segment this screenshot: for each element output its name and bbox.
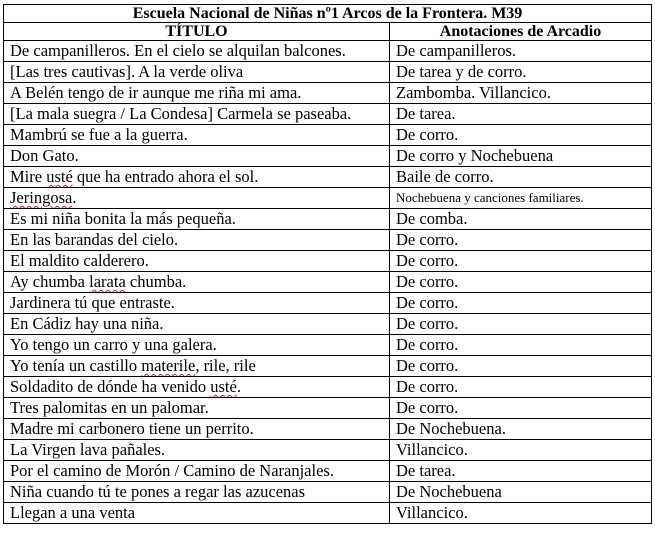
cell-nota: De corro.	[390, 356, 652, 377]
table-row	[4, 209, 652, 230]
table-header-row	[4, 23, 652, 41]
cell-nota: De corro.	[390, 335, 652, 356]
table-row	[4, 314, 652, 335]
cell-titulo: Mire usté que ha entrado ahora el sol.	[4, 167, 390, 188]
cell-nota: De corro.	[390, 377, 652, 398]
cell-titulo: La Virgen lava pañales.	[4, 440, 390, 461]
table-row	[4, 440, 652, 461]
cell-titulo: [La mala suegra / La Condesa] Carmela se paseaba.	[4, 104, 390, 125]
songs-table	[3, 4, 652, 524]
table-row	[4, 167, 652, 188]
cell-nota: De corro.	[390, 272, 652, 293]
table-row	[4, 188, 652, 209]
cell-titulo: Es mi niña bonita la más pequeña.	[4, 209, 390, 230]
table-row	[4, 230, 652, 251]
cell-titulo: Niña cuando tú te pones a regar las azucenas	[4, 482, 390, 503]
table-row	[4, 272, 652, 293]
cell-nota: De corro.	[390, 398, 652, 419]
cell-titulo: Por el camino de Morón / Camino de Naranjales.	[4, 461, 390, 482]
cell-titulo: Mambrú se fue a la guerra.	[4, 125, 390, 146]
cell-titulo: Yo tengo un carro y una galera.	[4, 335, 390, 356]
cell-nota: De tarea.	[390, 104, 652, 125]
table-row	[4, 146, 652, 167]
table-row	[4, 398, 652, 419]
table-row	[4, 503, 652, 524]
cell-titulo: Tres palomitas en un palomar.	[4, 398, 390, 419]
cell-titulo: Yo tenía un castillo materile, rile, rile	[4, 356, 390, 377]
table-row	[4, 251, 652, 272]
cell-titulo: En Cádiz hay una niña.	[4, 314, 390, 335]
spellcheck-marked-word: larata	[89, 272, 126, 291]
table-row	[4, 41, 652, 62]
spellcheck-marked-word: Jeringosa	[10, 188, 73, 207]
table-title-row	[4, 5, 652, 23]
table-row	[4, 461, 652, 482]
cell-titulo: [Las tres cautivas]. A la verde oliva	[4, 62, 390, 83]
cell-titulo: Soldadito de dónde ha venido usté.	[4, 377, 390, 398]
cell-nota: Baile de corro.	[390, 167, 652, 188]
table-row	[4, 125, 652, 146]
cell-titulo: El maldito calderero.	[4, 251, 390, 272]
cell-nota: De tarea y de corro.	[390, 62, 652, 83]
cell-titulo: Madre mi carbonero tiene un perrito.	[4, 419, 390, 440]
cell-titulo: De campanilleros. En el cielo se alquilan balcones.	[4, 41, 390, 62]
table-row	[4, 356, 652, 377]
column-header-titulo: TÍTULO	[4, 23, 390, 41]
table-row	[4, 293, 652, 314]
cell-titulo: Ay chumba larata chumba.	[4, 272, 390, 293]
spellcheck-marked-word: materile	[141, 356, 196, 375]
cell-titulo: Don Gato.	[4, 146, 390, 167]
cell-nota: Zambomba. Villancico.	[390, 83, 652, 104]
table-row	[4, 62, 652, 83]
cell-nota: Villancico.	[390, 503, 652, 524]
cell-nota: Nochebuena y canciones familiares.	[390, 188, 652, 209]
table-row	[4, 83, 652, 104]
cell-titulo: A Belén tengo de ir aunque me riña mi ama.	[4, 83, 390, 104]
cell-nota: De corro.	[390, 314, 652, 335]
cell-nota: De corro y Nochebuena	[390, 146, 652, 167]
cell-nota: De Nochebuena	[390, 482, 652, 503]
table-row	[4, 482, 652, 503]
cell-titulo: Llegan a una venta	[4, 503, 390, 524]
cell-titulo: En las barandas del cielo.	[4, 230, 390, 251]
cell-nota: De Nochebuena.	[390, 419, 652, 440]
table-row	[4, 104, 652, 125]
spellcheck-marked-word: usté	[46, 167, 73, 186]
cell-nota: De corro.	[390, 251, 652, 272]
cell-nota: De corro.	[390, 125, 652, 146]
cell-nota: De tarea.	[390, 461, 652, 482]
cell-nota: De comba.	[390, 209, 652, 230]
cell-titulo: Jardinera tú que entraste.	[4, 293, 390, 314]
cell-nota: De corro.	[390, 230, 652, 251]
table-title: Escuela Nacional de Niñas nº1 Arcos de la Frontera. M39	[4, 5, 652, 23]
cell-nota: De corro.	[390, 293, 652, 314]
table-row	[4, 419, 652, 440]
spellcheck-marked-word: usté	[210, 377, 237, 396]
cell-titulo: Jeringosa.	[4, 188, 390, 209]
table-row	[4, 377, 652, 398]
column-header-anotaciones: Anotaciones de Arcadio	[390, 23, 652, 41]
table-row	[4, 335, 652, 356]
cell-nota: Villancico.	[390, 440, 652, 461]
cell-nota: De campanilleros.	[390, 41, 652, 62]
